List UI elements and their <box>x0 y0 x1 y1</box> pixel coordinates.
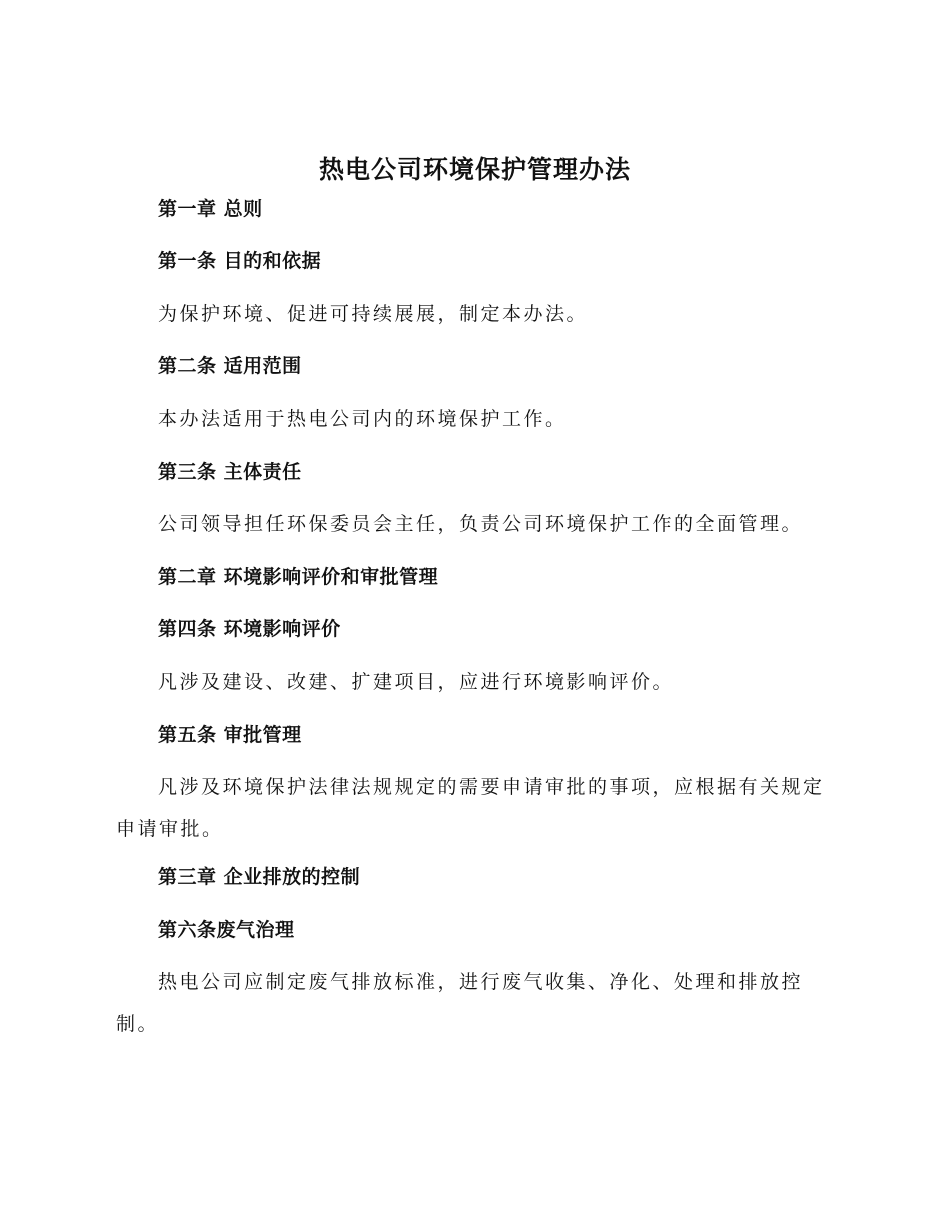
article-6-body: 热电公司应制定废气排放标准，进行废气收集、净化、处理和排放控制。 <box>116 971 804 1035</box>
article-3-heading: 第三条 主体责任 <box>158 461 302 483</box>
article-2-heading: 第二条 适用范围 <box>158 355 302 377</box>
document-title: 热电公司环境保护管理办法 <box>318 155 631 184</box>
article-1-heading: 第一条 目的和依据 <box>158 250 322 272</box>
article-4-body: 凡涉及建设、改建、扩建项目，应进行环境影响评价。 <box>158 671 675 693</box>
article-3-body: 公司领导担任环保委员会主任，负责公司环境保护工作的全面管理。 <box>158 513 804 535</box>
article-1-body: 为保护环境、促进可持续展展，制定本办法。 <box>158 303 589 325</box>
article-2-body: 本办法适用于热电公司内的环境保护工作。 <box>158 408 567 430</box>
chapter-2-heading: 第二章 环境影响评价和审批管理 <box>158 566 439 588</box>
chapter-3-heading: 第三章 企业排放的控制 <box>158 866 361 888</box>
article-6-heading: 第六条废气治理 <box>158 919 295 941</box>
article-5-body: 凡涉及环境保护法律法规规定的需要申请审批的事项，应根据有关规定申请审批。 <box>116 776 825 840</box>
article-5-heading: 第五条 审批管理 <box>158 724 302 746</box>
chapter-1-heading: 第一章 总则 <box>158 198 263 220</box>
article-4-heading: 第四条 环境影响评价 <box>158 618 341 640</box>
